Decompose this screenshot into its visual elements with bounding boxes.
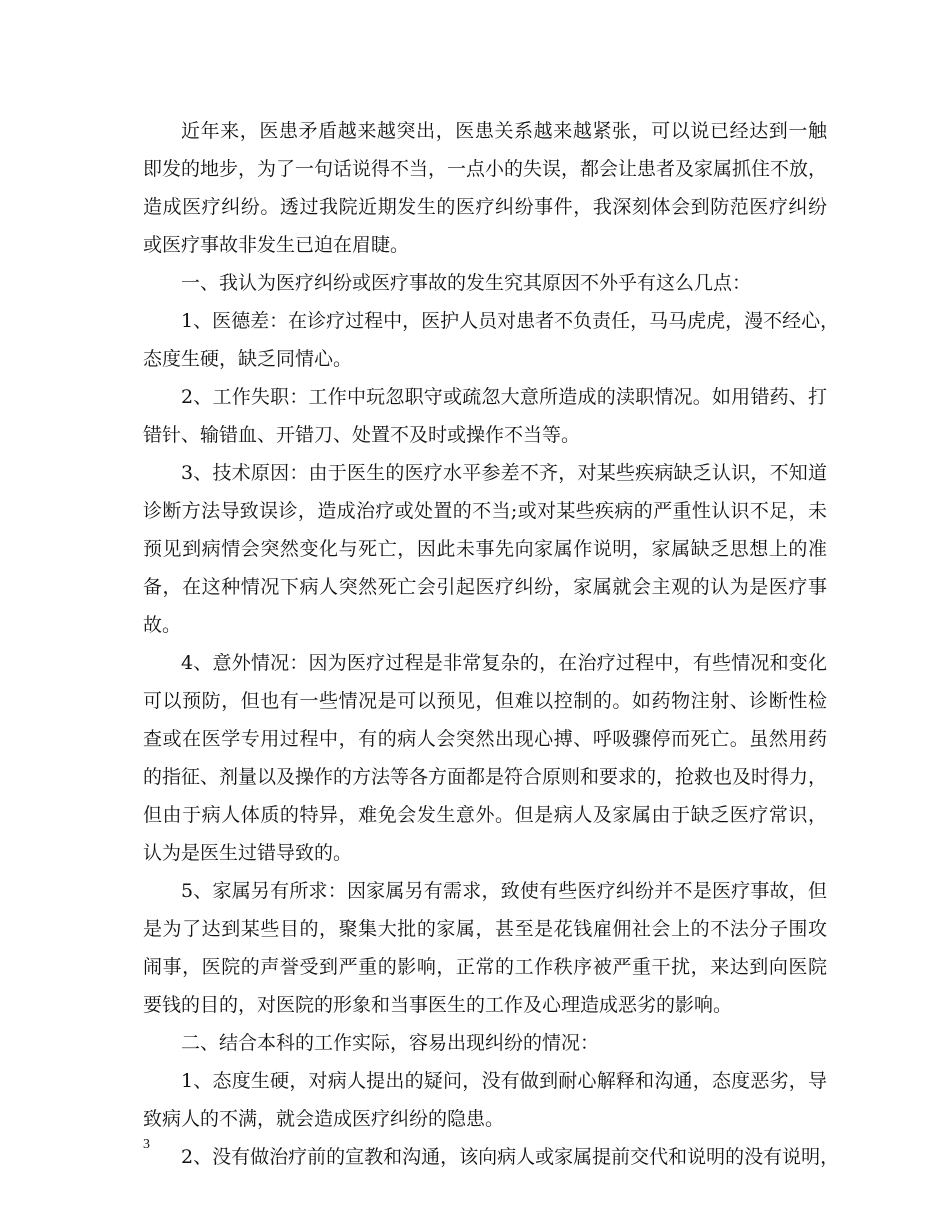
text-line: 2、没有做治疗前的宣教和沟通，该向病人或家属提前交代和说明的没有说明， <box>181 1146 840 1168</box>
text-line: 1、医德差：在诊疗过程中，医护人员对患者不负责任，马马虎虎，漫不经心， <box>181 310 840 332</box>
text-line: 认为是医生过错导致的。 <box>143 842 353 864</box>
text-line: 诊断方法导致误诊，造成治疗或处置的不当;或对某些疾病的严重性认识不足，未 <box>143 500 827 522</box>
text-line: 近年来，医患矛盾越来越突出，医患关系越来越紧张，可以说已经达到一触 <box>181 120 827 142</box>
text-line: 要钱的目的，对医院的形象和当事医生的工作及心理造成恶劣的影响。 <box>143 994 733 1016</box>
text-line: 态度生硬，缺乏同情心。 <box>143 348 353 370</box>
text-line: 但由于病人体质的特异，难免会发生意外。但是病人及家属由于缺乏医疗常识， <box>143 804 827 826</box>
text-line: 一、我认为医疗纠纷或医疗事故的发生究其原因不外乎有这么几点： <box>181 272 752 294</box>
text-line: 造成医疗纠纷。透过我院近期发生的医疗纠纷事件，我深刻体会到防范医疗纠纷 <box>143 196 827 218</box>
text-line: 的指征、剂量以及操作的方法等各方面都是符合原则和要求的，抢救也及时得力， <box>143 766 828 788</box>
text-line: 查或在医学专用过程中，有的病人会突然出现心搏、呼吸骤停而死亡。虽然用药 <box>143 728 827 750</box>
text-line: 1、态度生硬，对病人提出的疑问，没有做到耐心解释和沟通，态度恶劣，导 <box>181 1070 827 1092</box>
text-line: 致病人的不满，就会造成医疗纠纷的隐患。 <box>143 1108 505 1130</box>
text-line: 2、工作失职：工作中玩忽职守或疏忽大意所造成的渎职情况。如用错药、打 <box>181 386 827 408</box>
text-line: 故。 <box>143 614 182 636</box>
text-line: 二、结合本科的工作实际，容易出现纠纷的情况： <box>181 1032 600 1054</box>
page-number: 3 <box>143 1137 150 1152</box>
text-line: 4、意外情况：因为医疗过程是非常复杂的，在治疗过程中，有些情况和变化 <box>181 652 827 674</box>
text-line: 错针、输错血、开错刀、处置不及时或操作不当等。 <box>143 424 581 446</box>
text-line: 备，在这种情况下病人突然死亡会引起医疗纠纷，家属就会主观的认为是医疗事 <box>143 576 827 598</box>
text-line: 是为了达到某些目的，聚集大批的家属，甚至是花钱雇佣社会上的不法分子围攻 <box>143 918 827 940</box>
text-line: 5、家属另有所求：因家属另有需求，致使有些医疗纠纷并不是医疗事故，但 <box>181 880 827 902</box>
text-line: 预见到病情会突然变化与死亡，因此未事先向家属作说明，家属缺乏思想上的准 <box>143 538 827 560</box>
text-line: 可以预防，但也有一些情况是可以预见，但难以控制的。如药物注射、诊断性检 <box>143 690 827 712</box>
text-line: 或医疗事故非发生已迫在眉睫。 <box>143 234 410 256</box>
text-line: 3、技术原因：由于医生的医疗水平参差不齐，对某些疾病缺乏认识，不知道 <box>181 462 827 484</box>
document-body <box>143 112 840 1176</box>
text-line: 闹事，医院的声誉受到严重的影响，正常的工作秩序被严重干扰，来达到向医院 <box>143 956 827 978</box>
text-line: 即发的地步，为了一句话说得不当，一点小的失误，都会让患者及家属抓住不放， <box>143 158 828 180</box>
